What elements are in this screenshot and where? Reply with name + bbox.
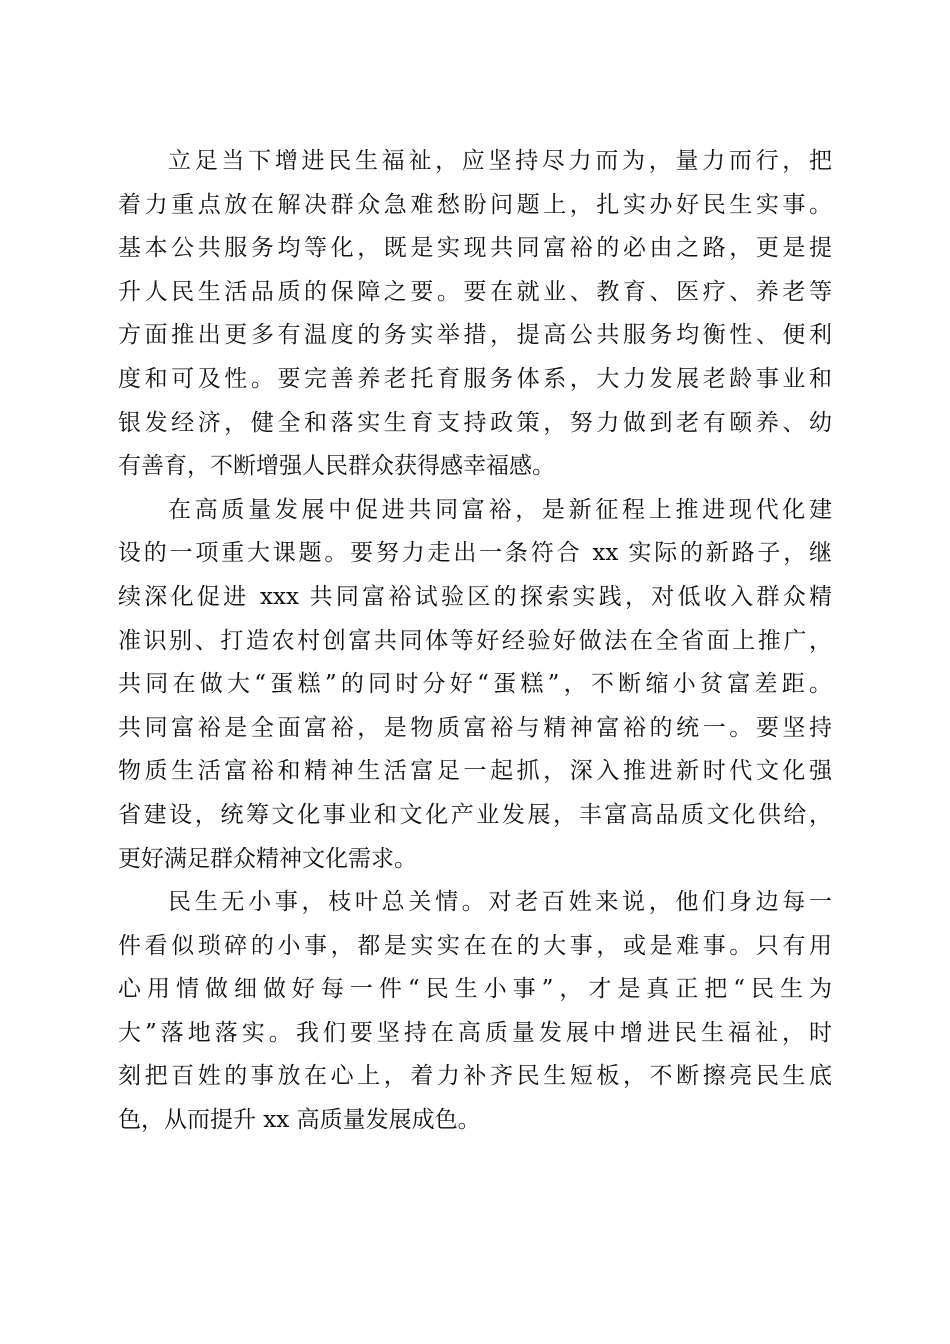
- text-line: 立足当下增进民生福祉，应坚持尽力而为，量力而行，把: [168, 148, 832, 174]
- text-line: 刻把百姓的事放在心上，着力补齐民生短板，不断擦亮民生底: [118, 1063, 832, 1090]
- text-line: 在高质量发展中促进共同富裕，是新征程上推进现代化建: [168, 496, 832, 523]
- text-line: 共同富裕是全面富裕，是物质富裕与精神富裕的统一。要坚持: [118, 714, 832, 741]
- text-line: 着力重点放在解决群众急难愁盼问题上，扎实办好民生实事。: [118, 191, 832, 218]
- text-line: 物质生活富裕和精神生活富足一起抓，深入推进新时代文化强: [118, 758, 832, 785]
- paragraph-1: [118, 140, 832, 489]
- text-line: 度和可及性。要完善养老托育服务体系，大力发展老龄事业和: [118, 365, 832, 392]
- paragraph-2: [118, 489, 832, 881]
- text-line: 更好满足群众精神文化需求。: [118, 845, 417, 872]
- text-line: 心用情做细做好每一件“民生小事”，才是真正把“民生为: [118, 976, 832, 1003]
- text-line: 共同在做大“蛋糕”的同时分好“蛋糕”，不断缩小贫富差距。: [118, 671, 832, 698]
- text-line: 民生无小事，枝叶总关情。对老百姓来说，他们身边每一: [168, 889, 832, 916]
- paragraph-3: [118, 881, 832, 1143]
- text-line: 基本公共服务均等化，既是实现共同富裕的必由之路，更是提: [118, 235, 832, 262]
- text-line: 银发经济，健全和落实生育支持政策，努力做到老有颐养、幼: [118, 409, 832, 436]
- text-line: 省建设，统筹文化事业和文化产业发展，丰富高品质文化供给，: [118, 801, 832, 828]
- document-body: [118, 140, 832, 1143]
- text-line: 件看似琐碎的小事，都是实实在在的大事，或是难事。只有用: [118, 932, 832, 959]
- text-line: 升人民生活品质的保障之要。要在就业、教育、医疗、养老等: [118, 278, 832, 305]
- text-line: 续深化促进 xxx 共同富裕试验区的探索实践，对低收入群众精: [118, 583, 832, 610]
- text-line: 设的一项重大课题。要努力走出一条符合 xx 实际的新路子，继: [118, 540, 832, 567]
- text-line: 大”落地落实。我们要坚持在高质量发展中增进民生福祉，时: [118, 1019, 832, 1046]
- text-line: 色，从而提升 xx 高质量发展成色。: [118, 1107, 481, 1134]
- text-line: 准识别、打造农村创富共同体等好经验好做法在全省面上推广，: [118, 627, 832, 654]
- text-line: 有善育，不断增强人民群众获得感幸福感。: [118, 453, 555, 480]
- text-line: 方面推出更多有温度的务实举措，提高公共服务均衡性、便利: [118, 322, 832, 349]
